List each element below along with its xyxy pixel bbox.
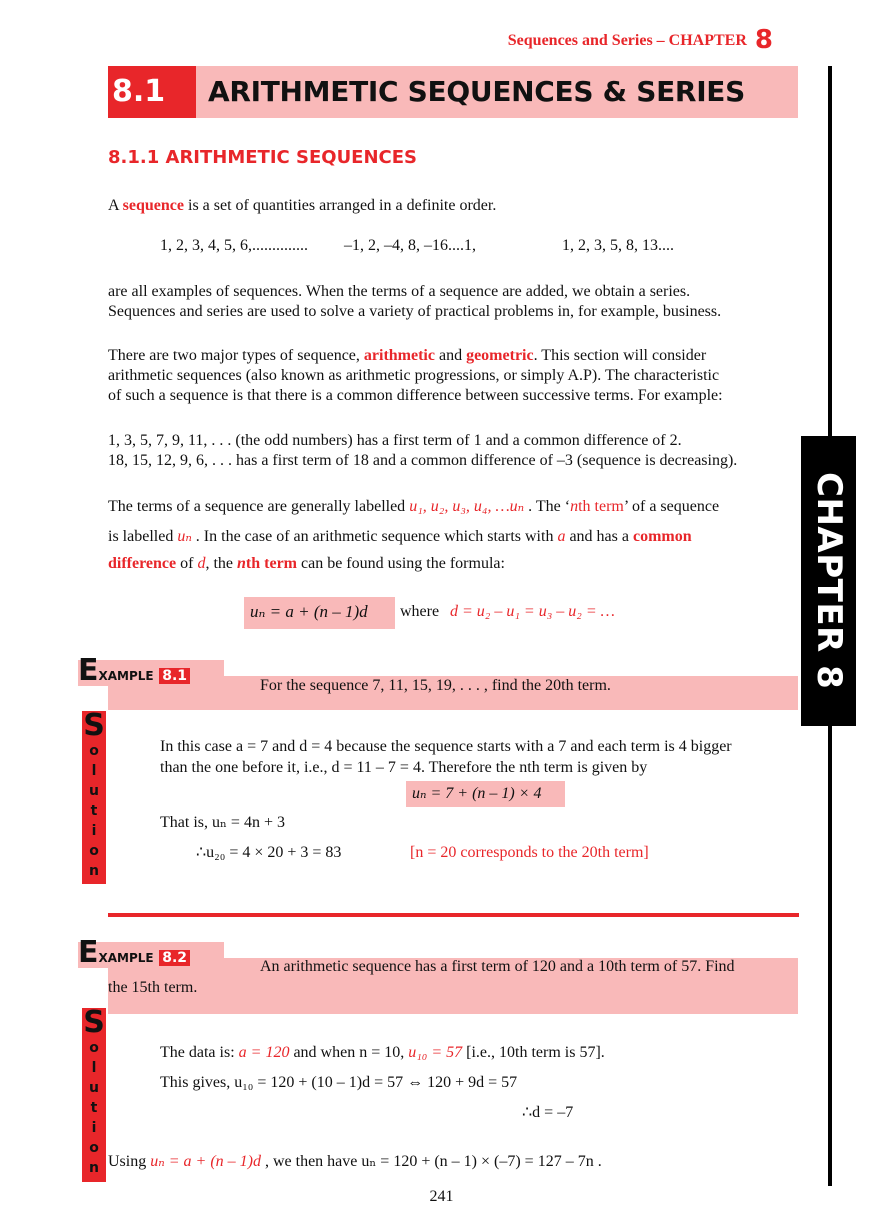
example-1-solution-line-1: In this case a = 7 and d = 4 because the sequence starts with a 7 and each term is 4 bigger <box>160 738 732 755</box>
example-1-question: For the sequence 7, 11, 15, 19, . . . , find the 20th term. <box>260 677 611 694</box>
example-2-solution-line-4 <box>108 1152 602 1172</box>
text-span: n <box>570 498 579 515</box>
term-sequence: sequence <box>122 197 184 214</box>
solution-letter: l <box>91 763 97 779</box>
text-span: , we then have uₙ = 120 + (n – 1) × (–7) = 127 – 7n . <box>260 1153 602 1170</box>
text-span: , the <box>205 555 237 572</box>
term-d: d <box>197 555 206 572</box>
solution-letter: l <box>91 1060 97 1076</box>
solution-letter: S <box>83 1005 105 1040</box>
solution-letter: S <box>83 708 105 743</box>
section-divider <box>108 913 799 917</box>
where-label: where <box>400 603 440 620</box>
solution-letter: t <box>90 803 98 819</box>
text-span: can be found using the formula: <box>297 555 505 572</box>
text-span: n <box>237 555 246 572</box>
example-1-solution-line-2: than the one before it, i.e., d = 11 – 7 = 4. Therefore the nth term is given by <box>160 759 648 776</box>
example-2-label <box>78 936 190 975</box>
text-span: [i.e., 10th term is 57]. <box>462 1044 605 1061</box>
text-span: and <box>434 347 467 364</box>
sequence-example-3: 1, 2, 3, 5, 8, 13.... <box>562 237 674 254</box>
example-2-solution-line-1 <box>160 1043 605 1063</box>
text-span: is labelled <box>108 528 178 545</box>
intro-paragraph-3-line-2: arithmetic sequences (also known as arithmetic progressions, or simply A.P). The characteristic <box>108 367 720 384</box>
example-1-formula: uₙ = 7 + (n – 1) × 4 <box>412 785 542 802</box>
chapter-tab-label: CHAPTER 8 <box>809 472 849 690</box>
solution-letter: o <box>89 843 99 859</box>
section-number: 8.1 <box>108 66 196 118</box>
solution-letter: n <box>89 1160 99 1176</box>
given-u10: u₁₀ = 57 <box>408 1044 463 1061</box>
solution-letter: u <box>89 1080 99 1096</box>
solution-letter: n <box>89 863 99 879</box>
text-span: The terms of a sequence are generally labelled <box>108 498 410 515</box>
example-number-badge: 8.1 <box>159 668 190 684</box>
example-label-initial: E <box>78 653 99 688</box>
example-label-word: XAMPLE <box>98 951 154 965</box>
intro-paragraph-2-line-1: are all examples of sequences. When the terms of a sequence are added, we obtain a series. <box>108 283 691 300</box>
text-span: and has a <box>565 528 633 545</box>
solution-letter: o <box>89 1140 99 1156</box>
term-difference: difference <box>108 555 177 572</box>
sequence-example-2: –1, 2, –4, 8, –16....1, <box>344 237 476 254</box>
page-number: 241 <box>429 1188 454 1205</box>
intro-paragraph-5-line-3 <box>108 554 505 574</box>
text-span: of <box>176 555 198 572</box>
solution-letter: o <box>89 1040 99 1056</box>
text-span: There are two major types of sequence, <box>108 347 364 364</box>
intro-paragraph-4-line-1: 1, 3, 5, 7, 9, 11, . . . (the odd numbers) has a first term of 1 and a common difference of 2. <box>108 432 682 449</box>
text-span: ’ of a sequence <box>623 498 720 515</box>
sequence-example-1: 1, 2, 3, 4, 5, 6,.............. <box>160 237 308 254</box>
intro-paragraph-2-line-2: Sequences and series are used to solve a variety of practical problems in, for example, business. <box>108 303 722 320</box>
running-header-title: Sequences and Series – CHAPTER <box>507 32 747 49</box>
term-un: uₙ <box>177 528 192 545</box>
section-title: ARITHMETIC SEQUENCES & SERIES <box>208 75 745 108</box>
example-2-solution-line-2: This gives, u₁₀ = 120 + (10 – 1)d = 57 ⇔ 120 + 9d = 57 <box>160 1074 518 1091</box>
example-1-label <box>78 654 190 693</box>
example-1-solution-line-5: ∴u₂₀ = 4 × 20 + 3 = 83 <box>196 844 342 861</box>
common-difference-formula: d = u₂ – u₁ = u₃ – u₂ = … <box>450 603 615 620</box>
text-span: and when n = 10, <box>289 1044 409 1061</box>
subsection-heading: 8.1.1 ARITHMETIC SEQUENCES <box>108 147 418 168</box>
term-labels: u₁, u₂, u₃, u₄, …uₙ <box>409 498 525 515</box>
text-span: Using <box>108 1153 151 1170</box>
solution-1-word <box>82 708 106 881</box>
example-label-initial: E <box>78 935 99 970</box>
intro-paragraph-5-line-1 <box>108 497 719 517</box>
example-number-badge: 8.2 <box>159 950 190 966</box>
example-2-solution-line-3: ∴d = –7 <box>522 1104 574 1121</box>
intro-paragraph-3-line-1 <box>108 346 706 366</box>
text-span: . This section will consider <box>533 347 707 364</box>
solution-letter: u <box>89 783 99 799</box>
intro-paragraph-3-line-3: of such a sequence is that there is a common difference between successive terms. For example: <box>108 387 723 404</box>
formula-reference: uₙ = a + (n – 1)d <box>150 1153 261 1170</box>
solution-letter: o <box>89 743 99 759</box>
nth-term-formula: uₙ = a + (n – 1)d <box>250 602 368 621</box>
text-span: The data is: <box>160 1044 239 1061</box>
text-span: is a set of quantities arranged in a definite order. <box>184 197 497 214</box>
example-2-question-line-1: An arithmetic sequence has a first term of 120 and a 10th term of 57. Find <box>260 958 735 975</box>
solution-letter: i <box>91 823 97 839</box>
term-common: common <box>632 528 692 545</box>
running-header <box>508 25 773 55</box>
intro-paragraph-1 <box>108 196 496 216</box>
intro-paragraph-5-line-2 <box>108 527 692 547</box>
example-label-word: XAMPLE <box>98 669 154 683</box>
term-geometric: geometric <box>466 347 534 364</box>
term-a: a <box>557 528 566 545</box>
term-nth-term-2: th term <box>245 555 297 572</box>
example-2-question-line-2: the 15th term. <box>108 979 198 996</box>
solution-letter: i <box>91 1120 97 1136</box>
example-1-note: [n = 20 corresponds to the 20th term] <box>410 844 649 861</box>
solution-letter: t <box>90 1100 98 1116</box>
given-a: a = 120 <box>238 1044 290 1061</box>
term-arithmetic: arithmetic <box>363 347 435 364</box>
running-header-chapter-number: 8 <box>754 25 773 55</box>
text-span: . In the case of an arithmetic sequence which starts with <box>191 528 558 545</box>
intro-paragraph-4-line-2: 18, 15, 12, 9, 6, . . . has a first term of 18 and a common difference of –3 (sequence is decreasing). <box>108 452 738 469</box>
solution-2-word <box>82 1005 106 1178</box>
example-1-solution-line-4: That is, uₙ = 4n + 3 <box>160 814 285 831</box>
term-nth-term: th term <box>578 498 624 515</box>
text-span: . The ‘ <box>524 498 571 515</box>
text-span: A <box>108 197 123 214</box>
